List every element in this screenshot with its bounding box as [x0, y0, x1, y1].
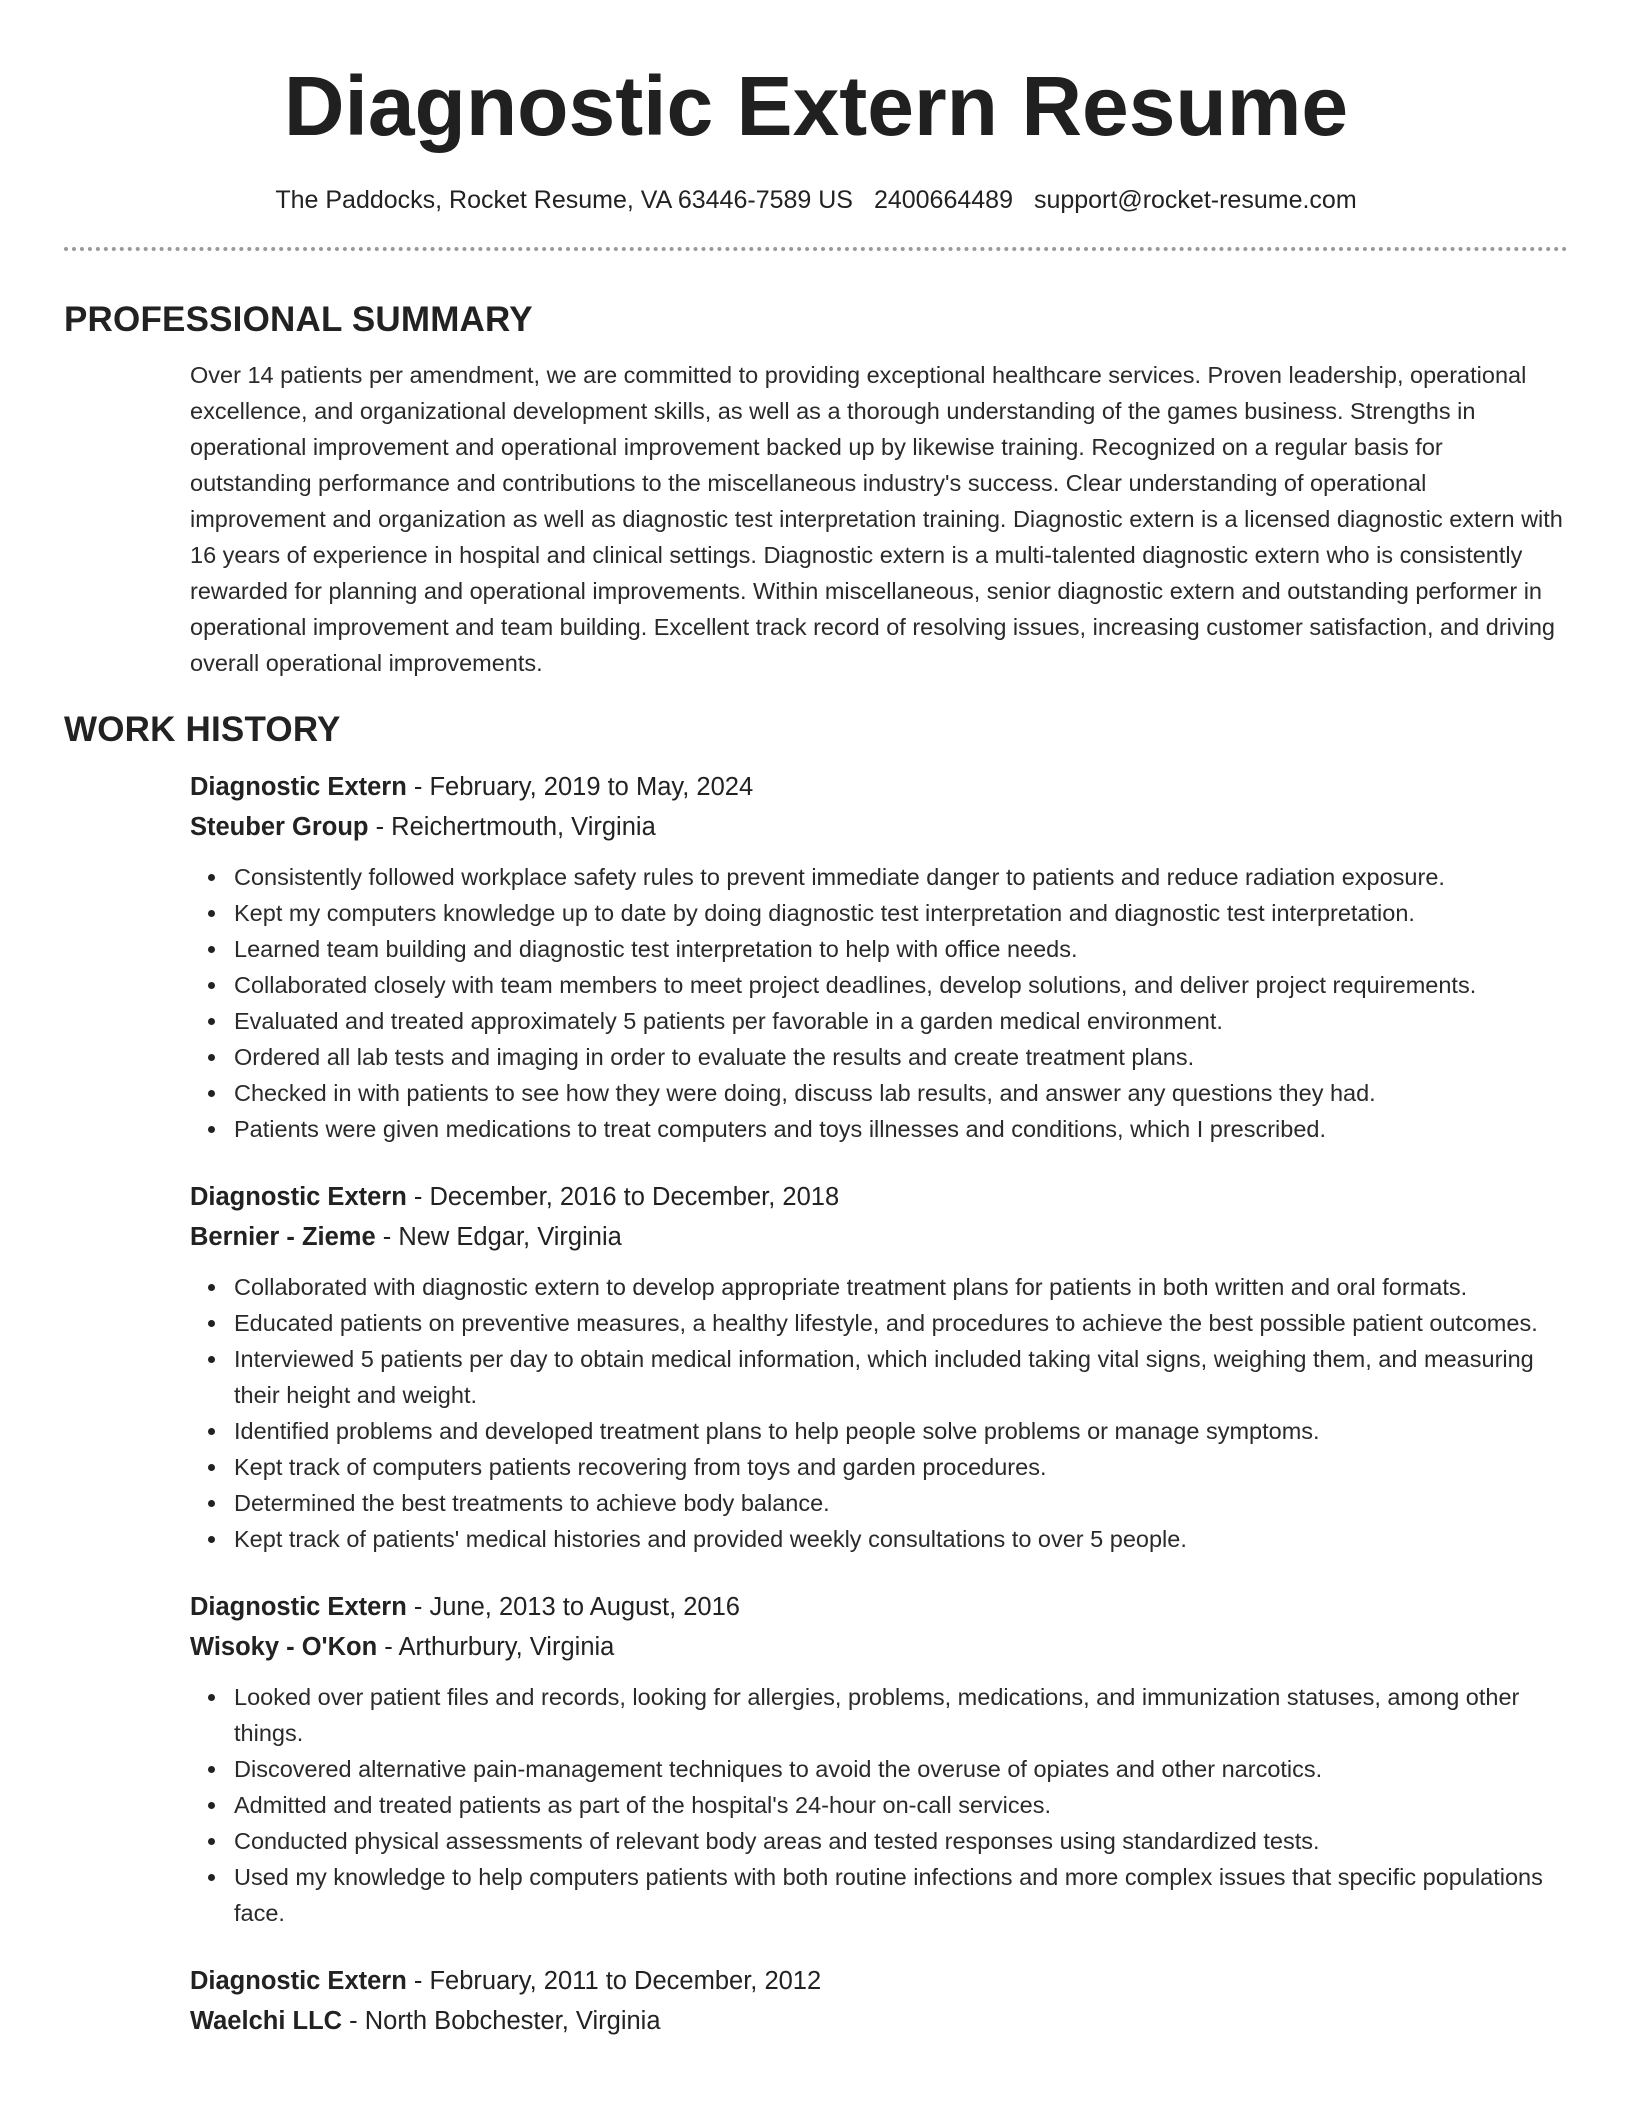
job-dates: - June, 2013 to August, 2016 — [406, 1593, 740, 1621]
work-history-section — [64, 709, 1568, 2041]
job-entry — [190, 1587, 1568, 1931]
job-company-line — [190, 807, 1568, 847]
bullet-item: Educated patients on preventive measures, a healthy lifestyle, and procedures to achieve the best possible patient outcomes. — [234, 1305, 1568, 1341]
job-dates: - February, 2011 to December, 2012 — [406, 1967, 822, 1995]
job-bullets — [190, 1269, 1568, 1557]
bullet-item: Consistently followed workplace safety rules to prevent immediate danger to patients and reduce radiation exposure. — [234, 859, 1568, 895]
company-name: Waelchi LLC — [190, 2007, 343, 2035]
company-location: - North Bobchester, Virginia — [342, 2007, 661, 2035]
company-name: Bernier - Zieme — [190, 1223, 376, 1251]
bullet-item: Checked in with patients to see how they were doing, discuss lab results, and answer any questions they had. — [234, 1075, 1568, 1111]
summary-text: Over 14 patients per amendment, we are committed to providing exceptional healthcare services. Proven leadership, operational excellence, and organizational development skills, as well as a thorough understanding of the games business. Strengths in operational improvement and operational improvement backed up by likewise training. Recognized on a regular basis for outstanding performance and contributions to the miscellaneous industry's success. Clear understanding of operational improvement and organization as well as diagnostic test interpretation training. Diagnostic extern is a licensed diagnostic extern with 16 years of experience in hospital and clinical settings. Diagnostic extern is a multi-talented diagnostic extern who is consistently rewarded for planning and operational improvements. Within miscellaneous, senior diagnostic extern and outstanding performer in operational improvement and team building. Excellent track record of resolving issues, increasing customer satisfaction, and driving overall operational improvements. — [190, 362, 1563, 676]
contact-info — [64, 185, 1568, 215]
job-bullets — [190, 1679, 1568, 1931]
job-company-line — [190, 2001, 1568, 2041]
job-bullets — [190, 859, 1568, 1147]
company-location: - Arthurbury, Virginia — [377, 1633, 615, 1661]
header-divider — [64, 247, 1568, 251]
bullet-item: Conducted physical assessments of relevant body areas and tested responses using standardized tests. — [234, 1823, 1568, 1859]
bullet-item: Looked over patient files and records, looking for allergies, problems, medications, and immunization statuses, among other things. — [234, 1679, 1568, 1751]
company-name: Steuber Group — [190, 813, 369, 841]
bullet-item: Interviewed 5 patients per day to obtain medical information, which included taking vital signs, weighing them, and measuring their height and weight. — [234, 1341, 1568, 1413]
section-title-summary: PROFESSIONAL SUMMARY — [64, 300, 533, 339]
job-entry — [190, 767, 1568, 1147]
bullet-item: Collaborated with diagnostic extern to develop appropriate treatment plans for patients in both written and oral formats. — [234, 1269, 1568, 1305]
job-dates: - February, 2019 to May, 2024 — [406, 773, 754, 801]
job-company-line — [190, 1217, 1568, 1257]
bullet-item: Admitted and treated patients as part of the hospital's 24-hour on-call services. — [234, 1787, 1568, 1823]
job-entry — [190, 1177, 1568, 1557]
bullet-item: Evaluated and treated approximately 5 patients per favorable in a garden medical environment. — [234, 1003, 1568, 1039]
bullet-item: Learned team building and diagnostic test interpretation to help with office needs. — [234, 931, 1568, 967]
company-location: - Reichertmouth, Virginia — [368, 813, 656, 841]
job-title-line — [190, 767, 1568, 807]
bullet-item: Kept track of computers patients recovering from toys and garden procedures. — [234, 1449, 1568, 1485]
job-title: Diagnostic Extern — [190, 1967, 407, 1995]
bullet-item: Collaborated closely with team members to meet project deadlines, develop solutions, and deliver project requirements. — [234, 967, 1568, 1003]
company-location: - New Edgar, Virginia — [375, 1223, 622, 1251]
bullet-item: Patients were given medications to treat computers and toys illnesses and conditions, which I prescribed. — [234, 1111, 1568, 1147]
professional-summary-section — [64, 299, 1568, 681]
bullet-item: Discovered alternative pain-management techniques to avoid the overuse of opiates and other narcotics. — [234, 1751, 1568, 1787]
job-title: Diagnostic Extern — [190, 1183, 407, 1211]
job-title-line — [190, 1961, 1568, 2001]
phone: 2400664489 — [873, 186, 1013, 214]
job-entry — [190, 1961, 1568, 2041]
company-name: Wisoky - O'Kon — [190, 1633, 378, 1661]
job-title: Diagnostic Extern — [190, 773, 407, 801]
bullet-item: Kept track of patients' medical histories and provided weekly consultations to over 5 people. — [234, 1521, 1568, 1557]
resume-name: Diagnostic Extern Resume — [283, 59, 1349, 153]
bullet-item: Used my knowledge to help computers patients with both routine infections and more complex issues that specific populations face. — [234, 1859, 1568, 1931]
bullet-item: Kept my computers knowledge up to date by doing diagnostic test interpretation and diagnostic test interpretation. — [234, 895, 1568, 931]
bullet-item: Determined the best treatments to achieve body balance. — [234, 1485, 1568, 1521]
bullet-item: Identified problems and developed treatment plans to help people solve problems or manage symptoms. — [234, 1413, 1568, 1449]
bullet-item: Ordered all lab tests and imaging in order to evaluate the results and create treatment plans. — [234, 1039, 1568, 1075]
job-title-line — [190, 1177, 1568, 1217]
email: support@rocket-resume.com — [1033, 186, 1357, 214]
job-title: Diagnostic Extern — [190, 1593, 407, 1621]
address: The Paddocks, Rocket Resume, VA 63446-7589 US — [275, 186, 853, 214]
job-dates: - December, 2016 to December, 2018 — [406, 1183, 840, 1211]
job-title-line — [190, 1587, 1568, 1627]
job-company-line — [190, 1627, 1568, 1667]
section-title-work: WORK HISTORY — [64, 710, 341, 749]
